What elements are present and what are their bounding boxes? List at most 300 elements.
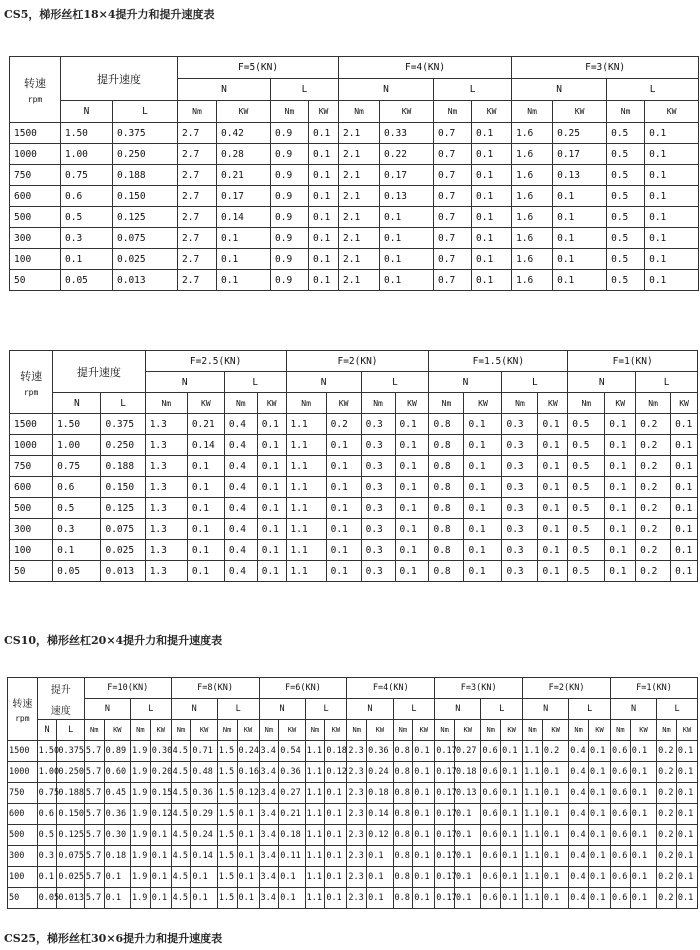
lift-speed-cell: 0.05 xyxy=(37,888,57,909)
value-cell: 5.7 xyxy=(84,867,104,888)
table-title-cs25: CS25，梯形丝杠30×6提升力和提升速度表 xyxy=(4,932,223,945)
value-cell: 1.6 xyxy=(512,186,553,207)
n-group-header: N xyxy=(84,699,130,720)
value-cell: 0.2 xyxy=(636,540,671,561)
value-cell: 0.2 xyxy=(657,825,677,846)
nm-header: Nm xyxy=(339,101,380,123)
rpm-cell: 1500 xyxy=(10,123,61,144)
rpm-label: rpm xyxy=(15,714,30,723)
value-cell: 1.6 xyxy=(512,249,553,270)
lift-speed-cell: 1.00 xyxy=(53,435,101,456)
nm-header: Nm xyxy=(131,720,151,741)
lift-speed-label-a: 提升 xyxy=(50,684,71,696)
value-cell: 0.4 xyxy=(569,846,589,867)
value-cell: 0.18 xyxy=(104,846,130,867)
kw-header: KW xyxy=(395,393,429,414)
kw-header: KW xyxy=(645,101,699,123)
value-cell: 0.8 xyxy=(429,414,464,435)
value-cell: 0.1 xyxy=(589,867,611,888)
value-cell: 0.1 xyxy=(279,867,305,888)
value-cell: 2.7 xyxy=(178,228,217,249)
rpm-cell: 300 xyxy=(10,519,53,540)
value-cell: 3.4 xyxy=(259,867,279,888)
value-cell: 0.8 xyxy=(429,456,464,477)
value-cell: 0.18 xyxy=(279,825,305,846)
value-cell: 0.48 xyxy=(191,762,217,783)
lift-speed-cell: 0.75 xyxy=(53,456,101,477)
rpm-cell: 100 xyxy=(10,540,53,561)
lift-speed-cell: 0.125 xyxy=(113,207,178,228)
value-cell: 1.6 xyxy=(512,270,553,291)
value-cell: 0.1 xyxy=(464,456,502,477)
value-cell: 0.1 xyxy=(538,561,568,582)
value-cell: 0.1 xyxy=(413,888,435,909)
value-cell: 0.4 xyxy=(569,741,589,762)
header-row xyxy=(10,101,699,123)
rpm-cell: 50 xyxy=(10,561,53,582)
value-cell: 0.1 xyxy=(542,783,568,804)
table-row xyxy=(8,888,698,909)
value-cell: 1.5 xyxy=(217,804,237,825)
lift-speed-cell: 1.50 xyxy=(37,741,57,762)
value-cell: 0.1 xyxy=(413,804,435,825)
rpm-cell: 1000 xyxy=(10,144,61,165)
value-cell: 0.1 xyxy=(589,741,611,762)
lift-speed-cell: 0.025 xyxy=(113,249,178,270)
n-group-header: N xyxy=(145,372,224,393)
value-cell: 1.3 xyxy=(145,540,187,561)
value-cell: 3.4 xyxy=(259,741,279,762)
value-cell: 0.5 xyxy=(607,228,645,249)
value-cell: 1.9 xyxy=(131,741,151,762)
value-cell: 0.21 xyxy=(279,804,305,825)
value-cell: 0.4 xyxy=(569,783,589,804)
value-cell: 0.1 xyxy=(630,741,656,762)
value-cell: 0.12 xyxy=(150,804,171,825)
value-cell: 0.18 xyxy=(367,783,393,804)
value-cell: 0.17 xyxy=(553,144,607,165)
force-header: F=10(KN) xyxy=(84,678,171,699)
speed-header xyxy=(10,57,61,123)
lift-speed-cell: 0.05 xyxy=(61,270,113,291)
kw-header: KW xyxy=(676,720,697,741)
value-cell: 1.9 xyxy=(131,846,151,867)
value-cell: 0.1 xyxy=(553,249,607,270)
value-cell: 0.2 xyxy=(636,498,671,519)
value-cell: 0.1 xyxy=(676,846,697,867)
value-cell: 0.1 xyxy=(257,498,286,519)
value-cell: 0.2 xyxy=(636,456,671,477)
value-cell: 0.5 xyxy=(607,186,645,207)
value-cell: 0.1 xyxy=(472,165,512,186)
value-cell: 0.6 xyxy=(481,804,501,825)
force-header: F=5(KN) xyxy=(178,57,339,79)
lift-speed-cell: 0.6 xyxy=(53,477,101,498)
force-header: F=2.5(KN) xyxy=(145,351,286,372)
value-cell: 0.1 xyxy=(542,888,568,909)
table-row xyxy=(10,144,699,165)
value-cell: 1.6 xyxy=(512,144,553,165)
kw-header: KW xyxy=(380,101,434,123)
value-cell: 2.1 xyxy=(339,144,380,165)
value-cell: 0.71 xyxy=(191,741,217,762)
value-cell: 0.3 xyxy=(502,519,538,540)
value-cell: 1.9 xyxy=(131,867,151,888)
rpm-cell: 600 xyxy=(10,186,61,207)
value-cell: 0.1 xyxy=(325,846,347,867)
rpm-cell: 100 xyxy=(10,249,61,270)
value-cell: 0.45 xyxy=(104,783,130,804)
value-cell: 0.1 xyxy=(589,762,611,783)
nm-header: Nm xyxy=(657,720,677,741)
rpm-cell: 50 xyxy=(8,888,38,909)
value-cell: 1.5 xyxy=(217,783,237,804)
rpm-cell: 500 xyxy=(8,825,38,846)
value-cell: 2.3 xyxy=(347,888,367,909)
value-cell: 0.1 xyxy=(191,867,217,888)
value-cell: 0.3 xyxy=(502,456,538,477)
lift-speed-cell: 0.250 xyxy=(57,762,84,783)
value-cell: 0.1 xyxy=(589,783,611,804)
kw-header: KW xyxy=(542,720,568,741)
rpm-cell: 750 xyxy=(10,456,53,477)
value-cell: 0.1 xyxy=(237,888,259,909)
value-cell: 0.1 xyxy=(605,414,636,435)
lift-speed-header xyxy=(37,678,84,720)
value-cell: 5.7 xyxy=(84,888,104,909)
value-cell: 0.1 xyxy=(542,846,568,867)
force-header: F=6(KN) xyxy=(259,678,347,699)
value-cell: 0.18 xyxy=(455,762,481,783)
value-cell: 0.1 xyxy=(553,228,607,249)
value-cell: 0.4 xyxy=(224,540,257,561)
rpm-label: rpm xyxy=(23,387,39,397)
value-cell: 0.14 xyxy=(191,846,217,867)
value-cell: 1.9 xyxy=(131,888,151,909)
lift-speed-header: 提升速度 xyxy=(61,57,178,101)
table-row xyxy=(10,540,698,561)
value-cell: 1.5 xyxy=(217,741,237,762)
value-cell: 2.1 xyxy=(339,228,380,249)
value-cell: 1.5 xyxy=(217,867,237,888)
kw-header: KW xyxy=(217,101,271,123)
kw-header: KW xyxy=(605,393,636,414)
value-cell: 0.5 xyxy=(607,123,645,144)
value-cell: 0.17 xyxy=(435,867,455,888)
table-row xyxy=(8,867,698,888)
value-cell: 0.8 xyxy=(393,804,413,825)
value-cell: 1.1 xyxy=(523,762,543,783)
value-cell: 0.1 xyxy=(187,561,224,582)
value-cell: 0.1 xyxy=(676,867,697,888)
value-cell: 0.1 xyxy=(380,228,434,249)
nm-header: Nm xyxy=(217,720,237,741)
value-cell: 4.5 xyxy=(171,741,191,762)
value-cell: 0.1 xyxy=(589,825,611,846)
kw-header: KW xyxy=(464,393,502,414)
l-speed-header: L xyxy=(57,720,84,741)
value-cell: 0.1 xyxy=(380,270,434,291)
value-cell: 1.1 xyxy=(523,783,543,804)
value-cell: 1.1 xyxy=(286,456,326,477)
value-cell: 0.1 xyxy=(187,498,224,519)
value-cell: 0.36 xyxy=(367,741,393,762)
lift-speed-cell: 0.188 xyxy=(113,165,178,186)
rpm-cell: 1500 xyxy=(10,414,53,435)
value-cell: 0.27 xyxy=(455,741,481,762)
value-cell: 1.1 xyxy=(305,741,325,762)
rpm-cell: 600 xyxy=(8,804,38,825)
value-cell: 0.1 xyxy=(309,249,339,270)
value-cell: 0.1 xyxy=(671,435,698,456)
value-cell: 0.6 xyxy=(611,762,631,783)
value-cell: 0.5 xyxy=(607,249,645,270)
value-cell: 0.1 xyxy=(309,186,339,207)
value-cell: 0.1 xyxy=(645,249,699,270)
value-cell: 0.1 xyxy=(413,762,435,783)
value-cell: 0.1 xyxy=(501,825,523,846)
value-cell: 3.4 xyxy=(259,804,279,825)
value-cell: 1.6 xyxy=(512,165,553,186)
value-cell: 0.5 xyxy=(568,414,605,435)
value-cell: 0.28 xyxy=(217,144,271,165)
lift-speed-cell: 0.3 xyxy=(53,519,101,540)
kw-header: KW xyxy=(538,393,568,414)
value-cell: 0.25 xyxy=(553,123,607,144)
value-cell: 5.7 xyxy=(84,846,104,867)
kw-header: KW xyxy=(472,101,512,123)
value-cell: 0.1 xyxy=(464,561,502,582)
value-cell: 0.1 xyxy=(676,825,697,846)
kw-header: KW xyxy=(589,720,611,741)
value-cell: 0.1 xyxy=(472,207,512,228)
value-cell: 0.1 xyxy=(645,228,699,249)
table-row xyxy=(8,804,698,825)
value-cell: 0.60 xyxy=(104,762,130,783)
nm-header: Nm xyxy=(347,720,367,741)
value-cell: 0.1 xyxy=(325,783,347,804)
value-cell: 1.1 xyxy=(305,825,325,846)
nm-header: Nm xyxy=(512,101,553,123)
l-group-header: L xyxy=(636,372,698,393)
value-cell: 0.1 xyxy=(676,783,697,804)
value-cell: 0.5 xyxy=(568,561,605,582)
table-title-cs10: CS10，梯形丝杠20×4提升力和提升速度表 xyxy=(4,634,223,647)
rpm-cell: 50 xyxy=(10,270,61,291)
header-row xyxy=(10,393,698,414)
value-cell: 0.1 xyxy=(501,741,523,762)
value-cell: 0.5 xyxy=(568,435,605,456)
value-cell: 0.27 xyxy=(279,783,305,804)
value-cell: 5.7 xyxy=(84,762,104,783)
value-cell: 0.3 xyxy=(502,435,538,456)
value-cell: 0.1 xyxy=(542,825,568,846)
lift-speed-cell: 0.150 xyxy=(101,477,145,498)
n-speed-header: N xyxy=(53,393,101,414)
table-row xyxy=(10,207,699,228)
lift-speed-cell: 1.00 xyxy=(61,144,113,165)
value-cell: 0.1 xyxy=(645,144,699,165)
value-cell: 0.2 xyxy=(657,741,677,762)
value-cell: 0.1 xyxy=(472,228,512,249)
value-cell: 2.1 xyxy=(339,207,380,228)
kw-header: KW xyxy=(325,720,347,741)
value-cell: 2.3 xyxy=(347,825,367,846)
value-cell: 0.5 xyxy=(607,207,645,228)
kw-header: KW xyxy=(630,720,656,741)
value-cell: 0.3 xyxy=(502,414,538,435)
value-cell: 1.1 xyxy=(286,540,326,561)
value-cell: 0.5 xyxy=(607,165,645,186)
rpm-cell: 750 xyxy=(10,165,61,186)
value-cell: 0.17 xyxy=(217,186,271,207)
value-cell: 2.7 xyxy=(178,207,217,228)
value-cell: 5.7 xyxy=(84,825,104,846)
value-cell: 2.1 xyxy=(339,270,380,291)
value-cell: 1.5 xyxy=(217,825,237,846)
value-cell: 0.33 xyxy=(380,123,434,144)
value-cell: 0.54 xyxy=(279,741,305,762)
value-cell: 0.1 xyxy=(472,186,512,207)
value-cell: 0.6 xyxy=(481,741,501,762)
value-cell: 0.1 xyxy=(237,804,259,825)
value-cell: 2.7 xyxy=(178,165,217,186)
n-group-header: N xyxy=(347,699,393,720)
value-cell: 0.1 xyxy=(257,414,286,435)
value-cell: 0.1 xyxy=(605,498,636,519)
value-cell: 0.1 xyxy=(645,270,699,291)
value-cell: 0.14 xyxy=(217,207,271,228)
value-cell: 0.3 xyxy=(361,414,395,435)
value-cell: 0.1 xyxy=(589,888,611,909)
value-cell: 0.7 xyxy=(434,249,472,270)
kw-header: KW xyxy=(150,720,171,741)
kw-header: KW xyxy=(413,720,435,741)
nm-header: Nm xyxy=(259,720,279,741)
value-cell: 0.1 xyxy=(455,888,481,909)
value-cell: 0.1 xyxy=(217,270,271,291)
value-cell: 0.1 xyxy=(501,867,523,888)
value-cell: 0.1 xyxy=(257,435,286,456)
l-group-header: L xyxy=(502,372,568,393)
value-cell: 1.3 xyxy=(145,519,187,540)
value-cell: 1.1 xyxy=(286,435,326,456)
l-group-header: L xyxy=(481,699,523,720)
value-cell: 0.2 xyxy=(542,741,568,762)
value-cell: 0.12 xyxy=(237,783,259,804)
lift-speed-cell: 0.3 xyxy=(61,228,113,249)
lift-speed-cell: 0.5 xyxy=(61,207,113,228)
value-cell: 0.1 xyxy=(671,519,698,540)
nm-header: Nm xyxy=(435,720,455,741)
value-cell: 0.3 xyxy=(502,540,538,561)
value-cell: 0.1 xyxy=(538,519,568,540)
value-cell: 0.3 xyxy=(502,561,538,582)
value-cell: 0.1 xyxy=(150,867,171,888)
value-cell: 0.13 xyxy=(553,165,607,186)
value-cell: 0.14 xyxy=(187,435,224,456)
value-cell: 0.1 xyxy=(553,207,607,228)
value-cell: 0.1 xyxy=(630,888,656,909)
rpm-cell: 1000 xyxy=(10,435,53,456)
value-cell: 0.1 xyxy=(538,414,568,435)
speed-label: 转速 xyxy=(20,369,43,383)
lift-speed-cell: 0.075 xyxy=(113,228,178,249)
value-cell: 0.4 xyxy=(569,804,589,825)
value-cell: 0.21 xyxy=(217,165,271,186)
value-cell: 0.1 xyxy=(676,741,697,762)
value-cell: 0.24 xyxy=(191,825,217,846)
value-cell: 0.1 xyxy=(671,540,698,561)
kw-header: KW xyxy=(104,720,130,741)
value-cell: 0.1 xyxy=(395,519,429,540)
value-cell: 0.1 xyxy=(326,435,361,456)
value-cell: 0.9 xyxy=(271,249,309,270)
lift-speed-cell: 0.250 xyxy=(101,435,145,456)
n-speed-header: N xyxy=(61,101,113,123)
value-cell: 0.1 xyxy=(325,825,347,846)
value-cell: 0.1 xyxy=(325,804,347,825)
value-cell: 0.13 xyxy=(380,186,434,207)
lift-speed-cell: 1.50 xyxy=(61,123,113,144)
l-group-header: L xyxy=(131,699,172,720)
lift-speed-cell: 0.6 xyxy=(37,804,57,825)
value-cell: 1.1 xyxy=(305,783,325,804)
value-cell: 0.6 xyxy=(611,825,631,846)
lift-speed-cell: 0.075 xyxy=(101,519,145,540)
value-cell: 0.1 xyxy=(413,783,435,804)
lift-speed-cell: 0.375 xyxy=(57,741,84,762)
value-cell: 0.1 xyxy=(605,540,636,561)
value-cell: 0.5 xyxy=(568,456,605,477)
value-cell: 0.2 xyxy=(657,783,677,804)
value-cell: 0.1 xyxy=(605,435,636,456)
value-cell: 2.7 xyxy=(178,123,217,144)
value-cell: 1.1 xyxy=(286,414,326,435)
value-cell: 1.9 xyxy=(131,804,151,825)
value-cell: 0.1 xyxy=(542,804,568,825)
lift-speed-cell: 0.125 xyxy=(101,498,145,519)
value-cell: 0.17 xyxy=(435,762,455,783)
value-cell: 0.1 xyxy=(464,435,502,456)
table-row xyxy=(10,270,699,291)
nm-header: Nm xyxy=(523,720,543,741)
value-cell: 0.6 xyxy=(481,825,501,846)
value-cell: 1.9 xyxy=(131,762,151,783)
value-cell: 0.1 xyxy=(413,741,435,762)
lift-speed-cell: 0.188 xyxy=(101,456,145,477)
value-cell: 0.1 xyxy=(589,846,611,867)
nm-header: Nm xyxy=(568,393,605,414)
value-cell: 0.21 xyxy=(187,414,224,435)
table-row xyxy=(8,846,698,867)
speed-header xyxy=(8,678,38,741)
kw-header: KW xyxy=(671,393,698,414)
lift-speed-cell: 0.188 xyxy=(57,783,84,804)
table-row xyxy=(10,186,699,207)
n-group-header: N xyxy=(523,699,569,720)
value-cell: 0.1 xyxy=(367,867,393,888)
value-cell: 0.6 xyxy=(611,846,631,867)
value-cell: 0.4 xyxy=(224,435,257,456)
value-cell: 3.4 xyxy=(259,762,279,783)
l-group-header: L xyxy=(393,699,435,720)
value-cell: 0.1 xyxy=(630,762,656,783)
value-cell: 0.1 xyxy=(605,456,636,477)
value-cell: 0.1 xyxy=(542,867,568,888)
value-cell: 0.3 xyxy=(361,477,395,498)
value-cell: 0.1 xyxy=(413,825,435,846)
